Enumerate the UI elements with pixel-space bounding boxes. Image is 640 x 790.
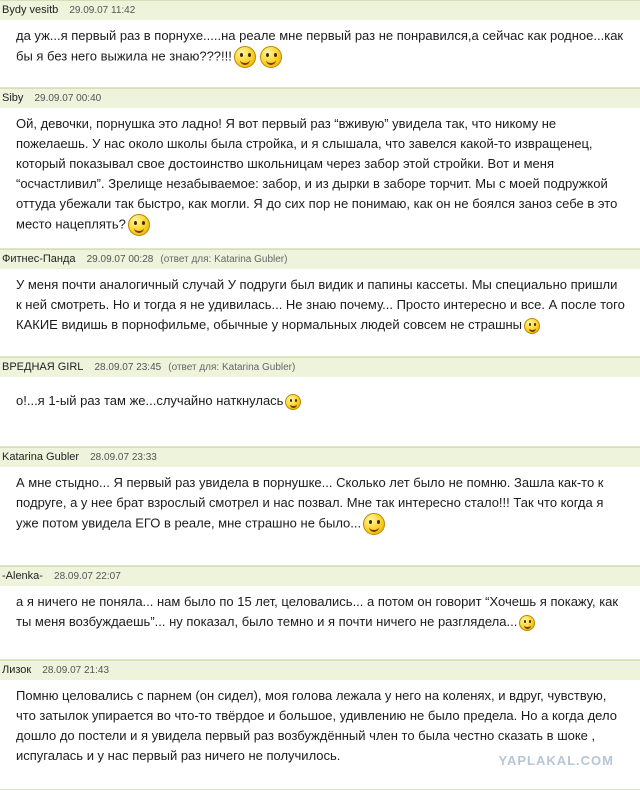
comment-header: [0, 447, 640, 467]
author-link[interactable]: Лизок: [2, 664, 32, 676]
author-link[interactable]: ВРЕДНАЯ GIRL: [2, 361, 84, 373]
comment-date: 28.09.07 22:07: [54, 571, 121, 582]
comment: [0, 88, 640, 249]
comment-header: [0, 249, 640, 269]
comment-text: У меня почти аналогичный случай У подруги был видик и папины кассеты. Мы специально пришли к ней смотреть. Но и тогда я не удивилась... Не знаю почему... Просто интересно и все. А после того КАКИЕ видишь в порнофильме, обычные у нормальных людей совсем не страшны: [16, 277, 625, 332]
comment-header: [0, 0, 640, 20]
comment-text: да уж...я первый раз в порнухе.....на реале мне первый раз не понравился,а сейчас как родное...как бы я без него выжила не знаю???!!!: [16, 28, 624, 64]
smiley-icon: [524, 318, 540, 334]
comment: [0, 447, 640, 566]
author-link[interactable]: Bydy vesitb: [2, 4, 59, 16]
comment-body: [0, 269, 640, 356]
author-link[interactable]: Фитнес-Панда: [2, 253, 76, 265]
author-link[interactable]: Katarina Gubler: [2, 451, 80, 463]
author-link[interactable]: Siby: [2, 92, 24, 104]
reply-to-label: (ответ для: Katarina Gubler): [168, 362, 296, 373]
comment-body: [0, 20, 640, 87]
smiley-icon: [363, 513, 385, 535]
comment-text: о!...я 1-ый раз там же...случайно наткнулась: [16, 393, 284, 408]
comment-date: 28.09.07 21:43: [42, 665, 110, 676]
comment-date: 28.09.07 23:33: [90, 452, 157, 463]
comment: [0, 660, 640, 790]
author-link[interactable]: -Alenka-: [2, 570, 43, 582]
smiley-icon: [128, 214, 150, 236]
comment-date: 29.09.07 00:40: [34, 93, 102, 104]
comment-date: 29.09.07 11:42: [69, 5, 136, 16]
comment-body: [0, 108, 640, 248]
comment-date: 29.09.07 00:28: [86, 254, 154, 265]
smiley-headphones-icon: [260, 46, 282, 68]
comment-text: а я ничего не поняла... нам было по 15 лет, целовались... а потом он говорит “Хочешь я покажу, как ты меня возбуждаешь”... ну показал, было темно и я почти ничего не разглядела...: [16, 594, 619, 629]
comment-body: [0, 586, 640, 659]
comment-body: [0, 467, 640, 565]
comment-body: [0, 680, 640, 789]
comment-text: А мне стыдно... Я первый раз увидела в порнушке... Сколько лет было не помню. Зашла как-то к подруге, а у нее брат взрослый смотрел и нас позвал. Мне так интересно стало!!! Так что когда я уже потом увидела ЕГО в реале, мне страшно не было...: [16, 475, 604, 531]
site-watermark: YAPLAKAL.COM: [498, 753, 614, 768]
comment-header: [0, 566, 640, 586]
comment: [0, 566, 640, 660]
smiley-icon: [234, 46, 256, 68]
smiley-sunglasses-icon: [519, 615, 535, 631]
comment: [0, 0, 640, 88]
comment-body: [0, 377, 640, 446]
comment: [0, 249, 640, 357]
comment-text: Помню целовались с парнем (он сидел), моя голова лежала у него на коленях, и вдруг, чувствую, что затылок упирается во что-то твёрдое и большое, удивлению не было предела. Но а когда дело дошло до постели и я увидела первый раз возбуждённый член то была честно сказать в шоке , испугалась и у нас первый раз ничего не получилось.: [16, 688, 617, 763]
comment-date: 28.09.07 23:45: [94, 362, 162, 373]
balloon-smiley-icon: [285, 394, 301, 410]
comment-header: [0, 660, 640, 680]
comment: [0, 357, 640, 447]
comment-text: Ой, девочки, порнушка это ладно! Я вот первый раз “вживую” увидела так, что никому не пожелаешь. У нас около школы была стройка, и я слышала, что завелся какой-то извращенец, который показывал свое достоинство школьницам через забор этой стройки. Вот и меня “осчастливил”. Зрелище незабываемое: забор, и из дырки в заборе торчит. Мы с моей подружкой оттуда убежали так быстро, как могли. Я до сих пор не понимаю, как он не боялся заноз себе в это место нацеплять?: [16, 116, 618, 232]
comment-header: [0, 88, 640, 108]
comment-header: [0, 357, 640, 377]
reply-to-label: (ответ для: Katarina Gubler): [160, 254, 288, 265]
